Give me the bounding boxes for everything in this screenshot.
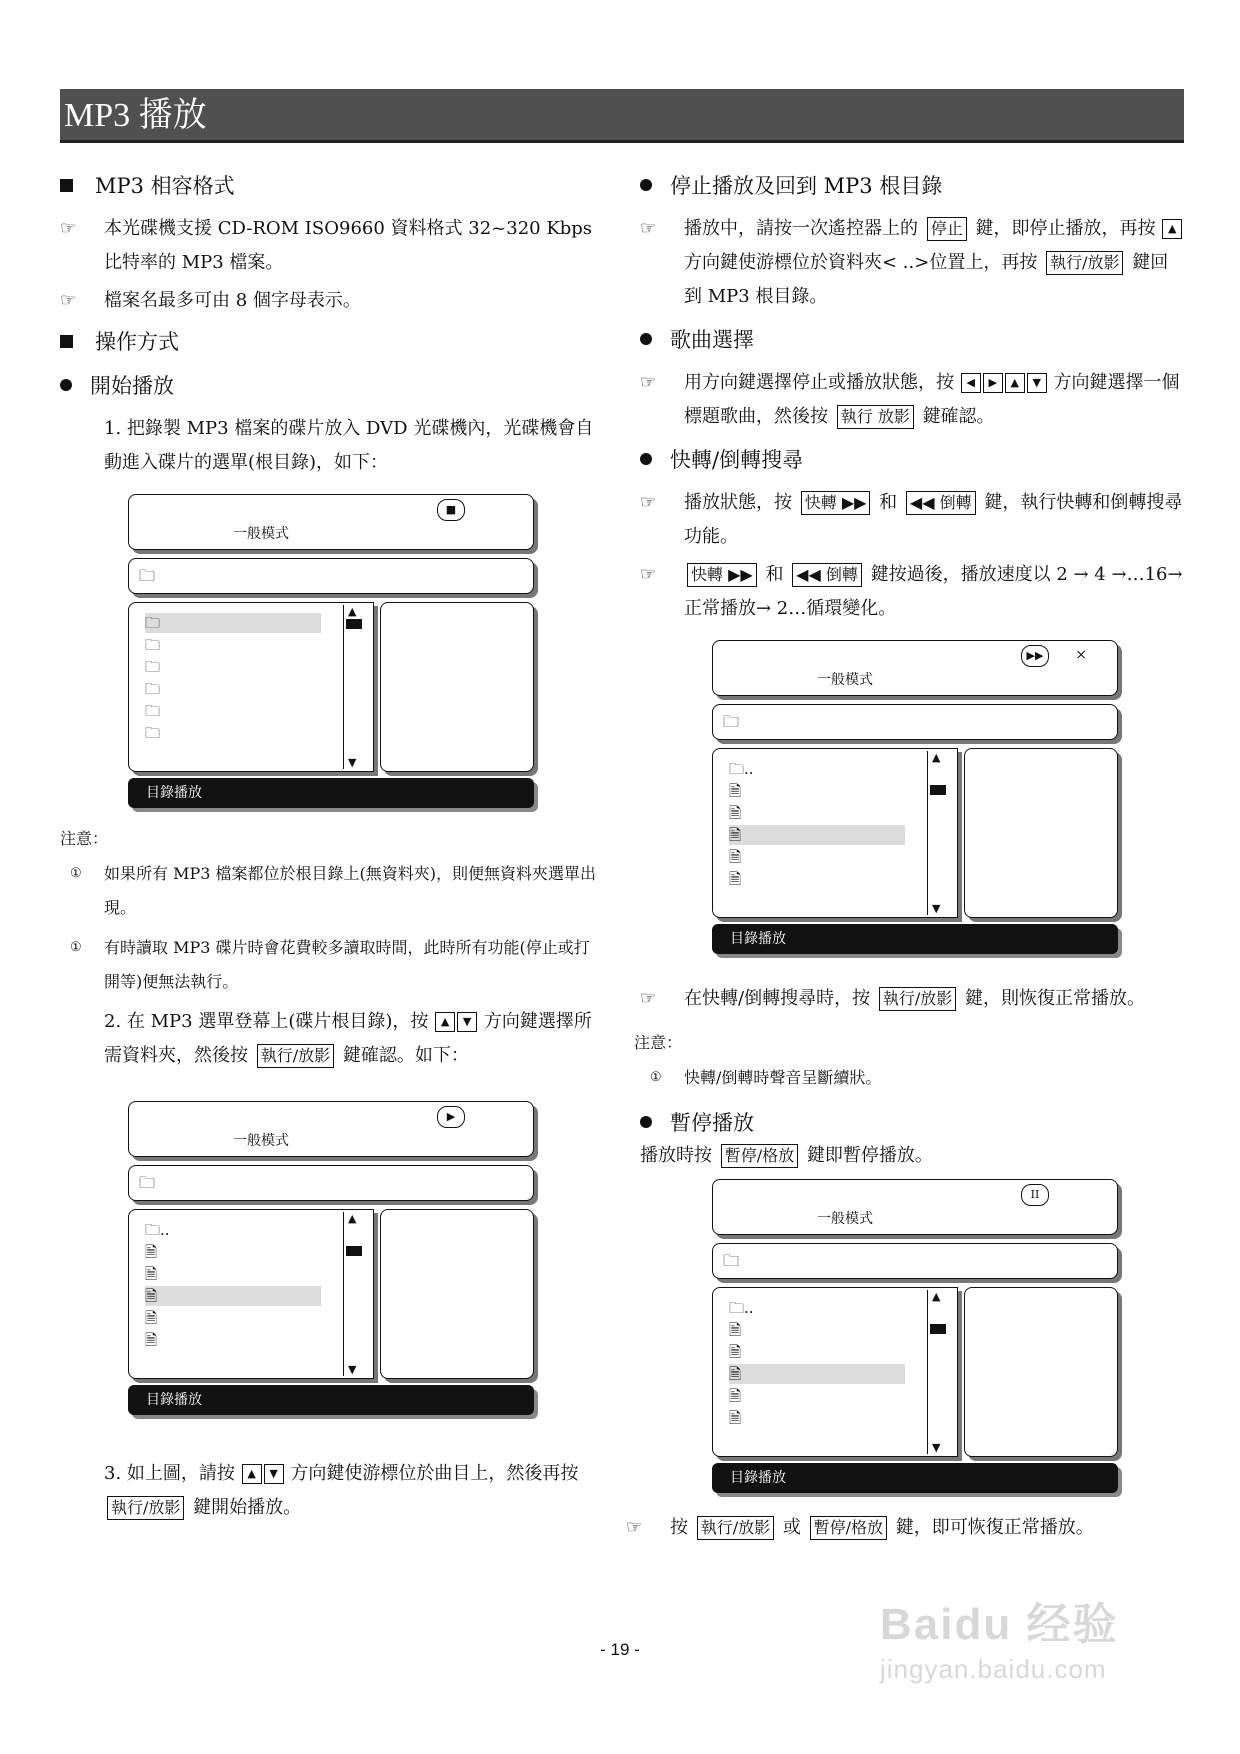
section-heading-format: MP3 相容格式	[60, 170, 600, 200]
ff-key-label: 快轉 ▶▶	[801, 491, 871, 515]
subheading-pause: 暫停播放	[640, 1107, 1185, 1137]
step-2: 2. 在 MP3 選單登幕上(碟片根目錄)，按 ▲ ▼ 方向鍵選擇所需資料夾，然後按 執行/放影 鍵確認。如下：	[104, 1011, 592, 1066]
list-item[interactable]	[145, 1286, 321, 1306]
directory-play-bar: 目錄播放	[712, 924, 1118, 954]
file-icon: 🗎	[729, 1365, 742, 1383]
pause-key-label: 暫停/格放	[810, 1516, 887, 1540]
resume-instructions: ☞ 按 執行/放影 或 暫停/格放 鍵，即可恢復正常播放。	[626, 1511, 1185, 1545]
folder-icon: 🗀	[145, 636, 161, 654]
notes-title: 注意：	[60, 829, 109, 848]
list-item[interactable]	[145, 679, 321, 699]
play-key-label: 執行/放影	[697, 1516, 774, 1540]
folder-icon: 🗀	[729, 760, 745, 778]
play-key-label: 執行 放影	[837, 405, 914, 429]
scrollbar[interactable]	[343, 1212, 364, 1376]
speed-multiplier-label: ×	[1075, 647, 1087, 663]
scroll-down-icon[interactable]: ▼	[932, 902, 941, 915]
up-arrow-key-icon: ▲	[242, 1464, 262, 1484]
scroll-up-icon[interactable]: ▲	[932, 751, 941, 764]
info-panel	[380, 602, 534, 772]
play-key-label: 執行/放影	[107, 1496, 184, 1520]
folder-icon: 🗀	[139, 1173, 156, 1192]
folder-icon: 🗀	[145, 1221, 161, 1239]
round-bullet-icon	[640, 453, 652, 465]
list-item[interactable]	[729, 1408, 905, 1428]
folder-icon: 🗀	[145, 658, 161, 676]
info-panel	[380, 1209, 534, 1379]
folder-icon: 🗀	[145, 724, 161, 742]
path-panel	[128, 1165, 534, 1201]
scroll-thumb[interactable]	[346, 1246, 362, 1256]
file-icon: 🗎	[729, 848, 742, 866]
round-bullet-icon	[640, 1116, 652, 1128]
file-icon: 🗎	[145, 1331, 158, 1349]
list-item[interactable]	[729, 1364, 905, 1384]
stop-key-label: 停止	[927, 217, 967, 241]
stop-status-icon: ■	[437, 499, 465, 521]
folder-icon: 🗀	[145, 614, 161, 632]
screen-status-panel	[712, 1179, 1118, 1235]
file-list	[712, 1287, 958, 1457]
subheading-stop: 停止播放及回到 MP3 根目錄	[640, 170, 1185, 200]
stop-instructions: ☞ 播放中，請按一次遙控器上的 停止 鍵，即停止播放，再按 ▲ 方向鍵使游標位於資料夾< ..>位置上，再按 執行/放影 鍵回到 MP3 根目錄。	[640, 212, 1185, 314]
folder-icon: 🗀	[729, 1299, 745, 1317]
down-arrow-key-icon: ▼	[1027, 373, 1047, 393]
fast-forward-status-icon: ▶▶	[1021, 645, 1049, 667]
format-item: ☞ 檔案名最多可由 8 個字母表示。	[60, 284, 600, 318]
watermark-url: jingyan.baidu.com	[880, 1654, 1107, 1684]
directory-play-bar: 目錄播放	[128, 778, 534, 808]
scroll-up-icon[interactable]: ▲	[348, 605, 357, 618]
note-item: ① 有時讀取 MP3 碟片時會花費較多讀取時間，此時所有功能(停止或打開等)便無法執行。	[60, 931, 600, 999]
file-icon: 🗎	[145, 1243, 158, 1261]
right-arrow-key-icon: ▶	[983, 373, 1003, 393]
play-key-label: 執行/放影	[879, 987, 956, 1011]
pause-status-icon: II	[1021, 1184, 1049, 1206]
folder-icon: 🗀	[723, 712, 740, 731]
list-item[interactable]	[729, 847, 905, 867]
ff-speed-instructions: ☞ 快轉 ▶▶ 和 ◀◀ 倒轉 鍵按過後，播放速度以 2 → 4 →…16→正常播放→ 2…循環變化。	[640, 558, 1185, 626]
list-item[interactable]	[729, 1320, 905, 1340]
file-list	[128, 1209, 374, 1379]
right-column	[626, 170, 1185, 1549]
circled-one-icon: ①	[70, 866, 82, 881]
mode-label: 一般模式	[817, 672, 873, 688]
scrollbar[interactable]	[927, 751, 948, 915]
left-column	[60, 170, 600, 1531]
down-arrow-key-icon: ▼	[457, 1012, 477, 1032]
play-key-label: 執行/放影	[1046, 251, 1123, 275]
pointing-hand-icon: ☞	[60, 218, 77, 239]
note-item: ① 快轉/倒轉時聲音呈斷續狀。	[640, 1061, 1185, 1095]
scroll-up-icon[interactable]: ▲	[348, 1212, 357, 1225]
list-item[interactable]	[145, 613, 321, 633]
file-list	[128, 602, 374, 772]
list-item[interactable]	[145, 723, 321, 743]
path-panel	[712, 704, 1118, 740]
screen-status-panel	[712, 640, 1118, 696]
list-item[interactable]	[145, 1308, 321, 1328]
square-bullet-icon	[60, 335, 73, 348]
round-bullet-icon	[60, 379, 72, 391]
step-3: 3. 如上圖，請按 ▲ ▼ 方向鍵使游標位於曲目上，然後再按 執行/放影 鍵開始播放。	[104, 1463, 579, 1518]
left-arrow-key-icon: ◀	[961, 373, 981, 393]
file-list	[712, 748, 958, 918]
list-item[interactable]	[729, 1386, 905, 1406]
list-item[interactable]	[729, 1342, 905, 1362]
pointing-hand-icon: ☞	[640, 218, 657, 239]
mode-label: 一般模式	[233, 1133, 289, 1149]
file-icon: 🗎	[145, 1309, 158, 1327]
list-item[interactable]	[729, 825, 905, 845]
list-item[interactable]	[145, 1242, 321, 1262]
page-number: - 19 -	[600, 1640, 640, 1659]
directory-play-bar: 目錄播放	[128, 1385, 534, 1415]
step-1: 1. 把錄製 MP3 檔案的碟片放入 DVD 光碟機內，光碟機會自動進入碟片的選單(根目錄)，如下：	[104, 418, 594, 473]
section-heading-operation: 操作方式	[60, 326, 600, 356]
directory-play-bar: 目錄播放	[712, 1463, 1118, 1493]
pointing-hand-icon: ☞	[640, 988, 657, 1009]
file-icon: 🗎	[145, 1287, 158, 1305]
watermark-brand: Baidu 经验	[880, 1600, 1119, 1649]
screen-status-panel	[128, 494, 534, 550]
screen-root-menu	[128, 494, 536, 812]
scroll-up-icon[interactable]: ▲	[932, 1290, 941, 1303]
song-select-instructions: ☞ 用方向鍵選擇停止或播放狀態，按 ◀ ▶ ▲ ▼ 方向鍵選擇一個標題歌曲，然後按 執行 放影 鍵確認。	[640, 366, 1185, 434]
subheading-start: 開始播放	[60, 370, 600, 400]
file-icon: 🗎	[729, 804, 742, 822]
scroll-down-icon[interactable]: ▼	[348, 1363, 357, 1376]
path-panel	[128, 558, 534, 594]
list-item[interactable]	[145, 635, 321, 655]
pointing-hand-icon: ☞	[640, 564, 657, 585]
round-bullet-icon	[640, 179, 652, 191]
file-icon: 🗎	[145, 1265, 158, 1283]
play-status-icon: ▶	[437, 1106, 465, 1128]
file-icon: 🗎	[729, 1321, 742, 1339]
ff-key-label: 快轉 ▶▶	[687, 563, 757, 587]
list-item[interactable]	[145, 1264, 321, 1284]
file-icon: 🗎	[729, 826, 742, 844]
scroll-down-icon[interactable]: ▼	[348, 756, 357, 769]
square-bullet-icon	[60, 179, 73, 192]
subheading-ff-rew: 快轉/倒轉搜尋	[640, 444, 1185, 474]
scroll-thumb[interactable]	[930, 785, 946, 795]
info-panel	[964, 748, 1118, 918]
watermark	[880, 1588, 1118, 1685]
screen-status-panel	[128, 1101, 534, 1157]
ff-resume-instructions: ☞ 在快轉/倒轉搜尋時，按 執行/放影 鍵，則恢復正常播放。	[640, 982, 1185, 1016]
note-item: ① 如果所有 MP3 檔案都位於根目錄上(無資料夾)，則便無資料夾選單出現。	[60, 857, 600, 925]
pause-key-label: 暫停/格放	[721, 1144, 798, 1168]
screen-folder-menu	[128, 1101, 536, 1419]
subheading-song-select: 歌曲選擇	[640, 324, 1185, 354]
path-panel	[712, 1243, 1118, 1279]
ff-instructions: ☞ 播放狀態，按 快轉 ▶▶ 和 ◀◀ 倒轉 鍵，執行快轉和倒轉搜尋功能。	[640, 486, 1185, 554]
pointing-hand-icon: ☞	[640, 492, 657, 513]
play-key-label: 執行/放影	[257, 1044, 334, 1068]
list-item[interactable]: 🗀..	[729, 760, 754, 778]
screen-fast-forward	[712, 640, 1120, 958]
screen-pause	[712, 1179, 1120, 1497]
format-item: ☞ 本光碟機支援 CD-ROM ISO9660 資料格式 32~320 Kbps 比特率的 MP3 檔案。	[60, 212, 600, 280]
mode-label: 一般模式	[233, 526, 289, 542]
list-item[interactable]	[145, 657, 321, 677]
up-arrow-key-icon: ▲	[435, 1012, 455, 1032]
list-item[interactable]	[145, 701, 321, 721]
rew-key-label: ◀◀ 倒轉	[792, 563, 862, 587]
circled-one-icon: ①	[70, 940, 82, 955]
mode-label: 一般模式	[817, 1211, 873, 1227]
scrollbar[interactable]	[343, 605, 364, 769]
page-title-banner: MP3 播放	[60, 89, 1184, 143]
folder-icon: 🗀	[723, 1251, 740, 1270]
pause-instructions: 播放時按 暫停/格放 鍵即暫停播放。	[640, 1145, 933, 1166]
folder-icon: 🗀	[139, 566, 156, 585]
notes-title: 注意：	[634, 1033, 683, 1052]
file-icon: 🗎	[729, 1343, 742, 1361]
list-item[interactable]	[729, 869, 905, 889]
down-arrow-key-icon: ▼	[264, 1464, 284, 1484]
list-item[interactable]	[145, 1330, 321, 1350]
rew-key-label: ◀◀ 倒轉	[906, 491, 976, 515]
info-panel	[964, 1287, 1118, 1457]
list-item[interactable]	[729, 803, 905, 823]
pointing-hand-icon: ☞	[60, 290, 77, 311]
up-arrow-key-icon: ▲	[1162, 219, 1182, 239]
folder-icon: 🗀	[145, 702, 161, 720]
file-icon: 🗎	[729, 782, 742, 800]
folder-icon: 🗀	[145, 680, 161, 698]
round-bullet-icon	[640, 333, 652, 345]
pointing-hand-icon: ☞	[626, 1517, 643, 1538]
file-icon: 🗎	[729, 1387, 742, 1405]
scrollbar[interactable]	[927, 1290, 948, 1454]
scroll-down-icon[interactable]: ▼	[932, 1441, 941, 1454]
scroll-thumb[interactable]	[346, 619, 362, 629]
pointing-hand-icon: ☞	[640, 372, 657, 393]
up-arrow-key-icon: ▲	[1005, 373, 1025, 393]
circled-one-icon: ①	[650, 1070, 662, 1085]
list-item[interactable]: 🗀..	[145, 1221, 170, 1239]
file-icon: 🗎	[729, 870, 742, 888]
list-item[interactable]: 🗀..	[729, 1299, 754, 1317]
scroll-thumb[interactable]	[930, 1324, 946, 1334]
file-icon: 🗎	[729, 1409, 742, 1427]
list-item[interactable]	[729, 781, 905, 801]
